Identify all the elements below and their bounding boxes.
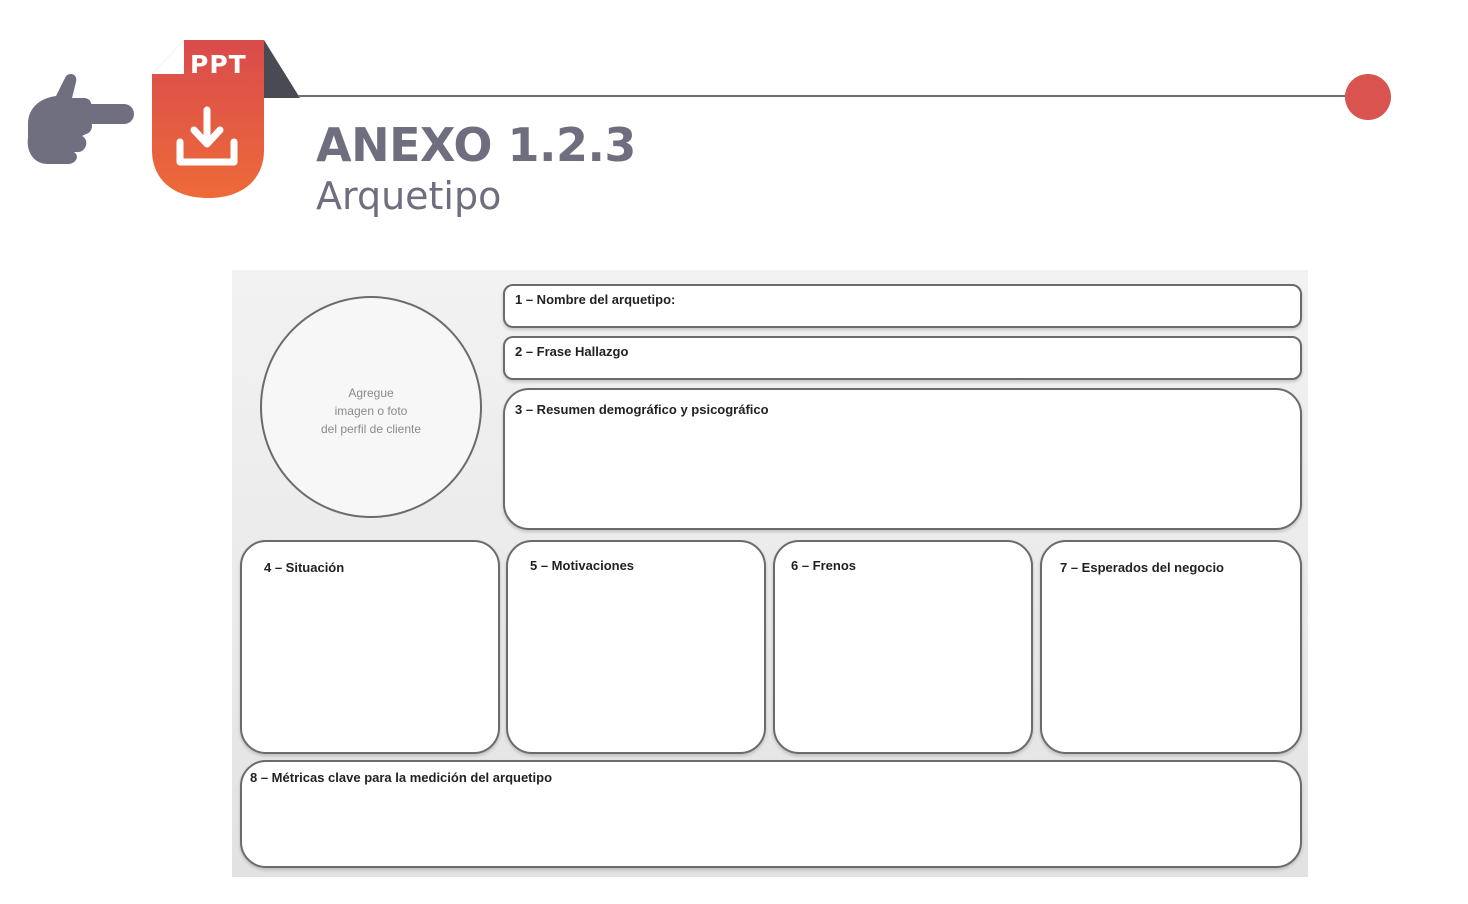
field-label: 4 – Situación bbox=[264, 560, 345, 575]
download-icon bbox=[174, 106, 240, 168]
field-finding-phrase bbox=[503, 336, 1302, 380]
photo-placeholder-line: imagen o foto bbox=[334, 404, 408, 418]
photo-placeholder-line: del perfil de cliente bbox=[320, 422, 422, 436]
ppt-download-button[interactable] bbox=[152, 40, 302, 200]
page-title: ANEXO 1.2.3 bbox=[316, 118, 636, 172]
field-brakes bbox=[773, 540, 1033, 754]
header-divider bbox=[298, 95, 1358, 97]
field-motivations bbox=[506, 540, 766, 754]
archetype-canvas bbox=[232, 270, 1308, 877]
field-business-expectations bbox=[1040, 540, 1302, 754]
field-key-metrics bbox=[240, 760, 1302, 868]
field-label: 1 – Nombre del arquetipo: bbox=[515, 292, 676, 307]
field-label: 7 – Esperados del negocio bbox=[1060, 560, 1224, 575]
field-situation bbox=[240, 540, 500, 754]
profile-photo-placeholder bbox=[260, 296, 482, 518]
photo-placeholder-text bbox=[262, 384, 480, 438]
header-dot bbox=[1345, 74, 1391, 120]
field-archetype-name bbox=[503, 284, 1302, 328]
ppt-label: PPT bbox=[190, 50, 247, 79]
page-subtitle: Arquetipo bbox=[316, 174, 502, 218]
field-label: 3 – Resumen demográfico y psicográfico bbox=[515, 402, 769, 417]
field-label: 6 – Frenos bbox=[791, 558, 857, 573]
field-label: 2 – Frase Hallazgo bbox=[515, 344, 629, 359]
photo-placeholder-line: Agregue bbox=[348, 386, 394, 400]
field-demographic-summary bbox=[503, 388, 1302, 530]
pointing-hand-icon bbox=[22, 74, 134, 166]
field-label: 5 – Motivaciones bbox=[530, 558, 635, 573]
field-label: 8 – Métricas clave para la medición del arquetipo bbox=[250, 770, 553, 785]
